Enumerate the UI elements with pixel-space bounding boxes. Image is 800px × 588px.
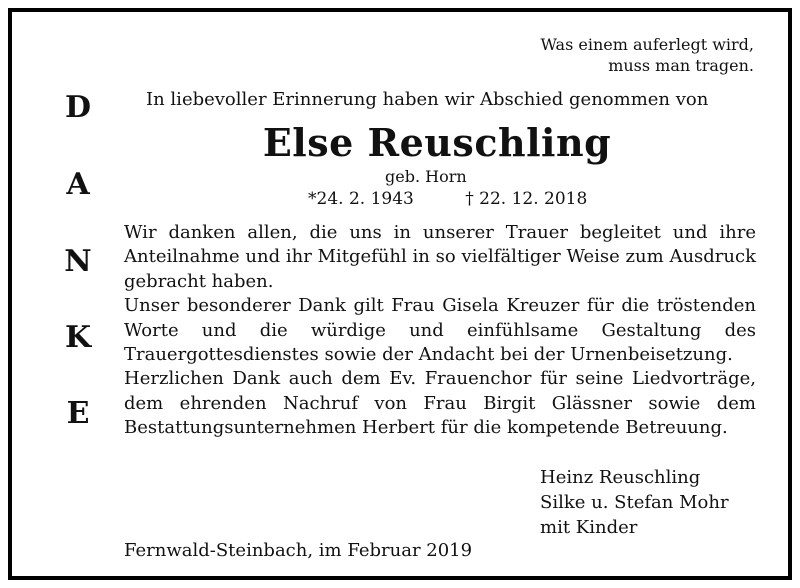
danke-letter-a: A (66, 167, 90, 202)
signer-2: Silke u. Stefan Mohr (540, 492, 729, 513)
motto (540, 34, 754, 76)
paragraph-3: Herzlichen Dank auch dem Ev. Frauenchor für seine Liedvorträge, dem ehrenden Nachruf von Frau Birgit Glässner sowie dem Bestattungsunternehmen Herbert für die kompetende Betreuung. (124, 368, 756, 439)
danke-letter-d: D (64, 90, 91, 125)
paragraph-2: Unser besonderer Dank gilt Frau Gisela Kreuzer für die tröstenden Worte und die würdige und einfühlsame Gestaltung des Trauergottesdienstes sowie der Andacht bei der Urnenbeisetzung. (124, 295, 756, 366)
birth-date: *24. 2. 1943 (308, 189, 414, 209)
danke-letter-k: K (64, 320, 92, 355)
danke-letter-e: E (66, 396, 90, 431)
danke-letter-n: N (64, 244, 92, 279)
place-date: Fernwald-Steinbach, im Februar 2019 (124, 540, 473, 561)
signer-3: mit Kinder (540, 517, 638, 538)
motto-line-2: muss man tragen. (608, 56, 754, 75)
paragraph-1: Wir danken allen, die uns in unserer Trauer begleitet und ihre Anteilnahme und ihr Mitgefühl in so vielfältiger Weise zum Ausdruck gebracht haben. (124, 222, 756, 292)
notice-frame (8, 8, 792, 580)
intro-line: In liebevoller Erinnerung haben wir Abschied genommen von (146, 89, 709, 110)
signer-1: Heinz Reuschling (540, 467, 701, 488)
death-date: † 22. 12. 2018 (465, 189, 588, 209)
thanks-text (124, 221, 756, 441)
deceased-name-row (12, 120, 784, 165)
deceased-name: Else Reuschling (262, 120, 612, 165)
maiden-name: geb. Horn (385, 167, 467, 186)
signers (540, 465, 729, 540)
motto-line-1: Was einem auferlegt wird, (540, 35, 754, 54)
life-dates (308, 189, 587, 209)
